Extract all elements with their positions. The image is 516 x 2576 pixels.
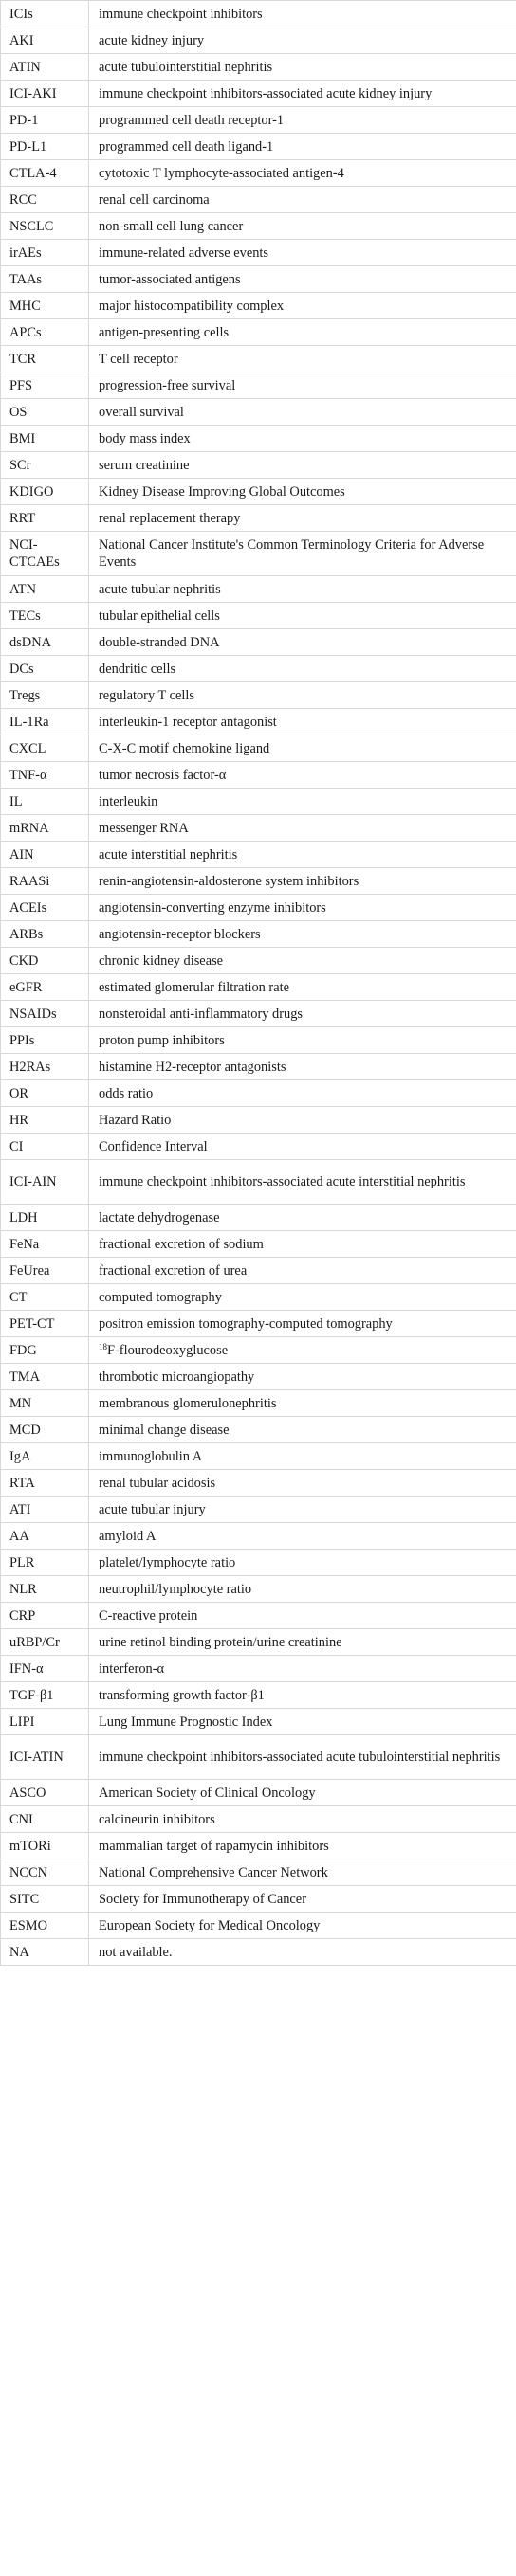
abbreviation-cell: ICI-AKI bbox=[1, 81, 89, 107]
definition-cell: T cell receptor bbox=[89, 346, 516, 372]
abbreviation-cell: irAEs bbox=[1, 240, 89, 266]
definition-cell: urine retinol binding protein/urine creatinine bbox=[89, 1629, 516, 1656]
table-row bbox=[1, 1806, 516, 1833]
definition-cell: immune-related adverse events bbox=[89, 240, 516, 266]
table-row bbox=[1, 1523, 516, 1550]
definition-cell: double-stranded DNA bbox=[89, 629, 516, 656]
table-row bbox=[1, 1656, 516, 1682]
table-row bbox=[1, 1160, 516, 1205]
abbreviation-cell: ATIN bbox=[1, 54, 89, 81]
definition-cell: immunoglobulin A bbox=[89, 1443, 516, 1470]
abbreviation-cell: TNF-α bbox=[1, 762, 89, 789]
abbreviation-cell: ICI-ATIN bbox=[1, 1735, 89, 1780]
table-row bbox=[1, 187, 516, 213]
table-row bbox=[1, 399, 516, 426]
abbreviation-cell: CXCL bbox=[1, 735, 89, 762]
table-row bbox=[1, 532, 516, 576]
definition-cell: progression-free survival bbox=[89, 372, 516, 399]
definition-cell: non-small cell lung cancer bbox=[89, 213, 516, 240]
definition-cell: nonsteroidal anti-inflammatory drugs bbox=[89, 1001, 516, 1027]
abbreviation-cell: RCC bbox=[1, 187, 89, 213]
table-row bbox=[1, 1497, 516, 1523]
definition-cell: transforming growth factor-β1 bbox=[89, 1682, 516, 1709]
abbreviation-cell: uRBP/Cr bbox=[1, 1629, 89, 1656]
table-row bbox=[1, 682, 516, 709]
abbreviation-cell: RAASi bbox=[1, 868, 89, 895]
table-row bbox=[1, 1859, 516, 1886]
definition-cell: not available. bbox=[89, 1939, 516, 1966]
abbreviation-cell: OS bbox=[1, 399, 89, 426]
definition-cell: antigen-presenting cells bbox=[89, 319, 516, 346]
abbreviation-cell: MN bbox=[1, 1390, 89, 1417]
table-row bbox=[1, 1337, 516, 1364]
definition-cell: immune checkpoint inhibitors-associated acute tubulointerstitial nephritis bbox=[89, 1735, 516, 1780]
table-row bbox=[1, 1311, 516, 1337]
abbreviation-cell: PD-L1 bbox=[1, 134, 89, 160]
definition-cell: mammalian target of rapamycin inhibitors bbox=[89, 1833, 516, 1859]
abbreviation-cell: MCD bbox=[1, 1417, 89, 1443]
definition-cell: C-X-C motif chemokine ligand bbox=[89, 735, 516, 762]
abbreviation-cell: APCs bbox=[1, 319, 89, 346]
table-row bbox=[1, 1603, 516, 1629]
abbreviation-cell: NSCLC bbox=[1, 213, 89, 240]
table-row bbox=[1, 974, 516, 1001]
abbreviation-cell: TGF-β1 bbox=[1, 1682, 89, 1709]
table-row bbox=[1, 1001, 516, 1027]
definition-cell: body mass index bbox=[89, 426, 516, 452]
table-row bbox=[1, 895, 516, 921]
definition-cell: histamine H2-receptor antagonists bbox=[89, 1054, 516, 1080]
definition-cell: National Cancer Institute's Common Terminology Criteria for Adverse Events bbox=[89, 532, 516, 576]
abbreviation-cell: PPIs bbox=[1, 1027, 89, 1054]
abbreviation-cell: FeUrea bbox=[1, 1258, 89, 1284]
abbreviation-cell: ATI bbox=[1, 1497, 89, 1523]
abbreviation-cell: eGFR bbox=[1, 974, 89, 1001]
table-row bbox=[1, 1886, 516, 1913]
abbreviation-cell: CKD bbox=[1, 948, 89, 974]
definition-cell: Society for Immunotherapy of Cancer bbox=[89, 1886, 516, 1913]
abbreviation-cell: ARBs bbox=[1, 921, 89, 948]
table-row bbox=[1, 1205, 516, 1231]
definition-cell: odds ratio bbox=[89, 1080, 516, 1107]
table-row bbox=[1, 1080, 516, 1107]
table-row bbox=[1, 240, 516, 266]
definition-cell: amyloid A bbox=[89, 1523, 516, 1550]
abbreviation-cell: NA bbox=[1, 1939, 89, 1966]
abbreviation-cell: TCR bbox=[1, 346, 89, 372]
definition-cell: interleukin bbox=[89, 789, 516, 815]
definition-cell: proton pump inhibitors bbox=[89, 1027, 516, 1054]
table-row bbox=[1, 160, 516, 187]
definition-cell: chronic kidney disease bbox=[89, 948, 516, 974]
definition-cell: European Society for Medical Oncology bbox=[89, 1913, 516, 1939]
definition-cell: platelet/lymphocyte ratio bbox=[89, 1550, 516, 1576]
abbreviation-cell: RTA bbox=[1, 1470, 89, 1497]
table-row bbox=[1, 1470, 516, 1497]
definition-cell: interleukin-1 receptor antagonist bbox=[89, 709, 516, 735]
definition-cell: tubular epithelial cells bbox=[89, 603, 516, 629]
definition-cell: renal tubular acidosis bbox=[89, 1470, 516, 1497]
table-row bbox=[1, 629, 516, 656]
abbreviation-cell: IL bbox=[1, 789, 89, 815]
definition-cell: acute tubular nephritis bbox=[89, 576, 516, 603]
table-row bbox=[1, 1390, 516, 1417]
abbreviation-cell: FDG bbox=[1, 1337, 89, 1364]
abbreviation-cell: CRP bbox=[1, 1603, 89, 1629]
table-row bbox=[1, 1, 516, 27]
definition-cell: immune checkpoint inhibitors-associated acute kidney injury bbox=[89, 81, 516, 107]
abbreviation-cell: ICIs bbox=[1, 1, 89, 27]
abbreviation-cell: CT bbox=[1, 1284, 89, 1311]
definition-cell: C-reactive protein bbox=[89, 1603, 516, 1629]
table-row bbox=[1, 1027, 516, 1054]
abbreviation-cell: NCI-CTCAEs bbox=[1, 532, 89, 576]
abbreviation-cell: HR bbox=[1, 1107, 89, 1134]
table-row bbox=[1, 842, 516, 868]
definition-cell: dendritic cells bbox=[89, 656, 516, 682]
abbreviation-cell: KDIGO bbox=[1, 479, 89, 505]
abbreviation-cell: ASCO bbox=[1, 1780, 89, 1806]
abbreviation-cell: LDH bbox=[1, 1205, 89, 1231]
table-row bbox=[1, 1576, 516, 1603]
definition-cell: cytotoxic T lymphocyte-associated antigen-4 bbox=[89, 160, 516, 187]
abbreviation-cell: AA bbox=[1, 1523, 89, 1550]
abbreviation-cell: CI bbox=[1, 1134, 89, 1160]
abbreviation-cell: SITC bbox=[1, 1886, 89, 1913]
table-row bbox=[1, 134, 516, 160]
abbreviation-cell: mRNA bbox=[1, 815, 89, 842]
abbreviation-cell: PD-1 bbox=[1, 107, 89, 134]
definition-cell: neutrophil/lymphocyte ratio bbox=[89, 1576, 516, 1603]
table-row bbox=[1, 1550, 516, 1576]
table-row bbox=[1, 107, 516, 134]
table-row bbox=[1, 1284, 516, 1311]
abbreviation-cell: TAAs bbox=[1, 266, 89, 293]
table-row bbox=[1, 452, 516, 479]
table-row bbox=[1, 948, 516, 974]
table-row bbox=[1, 1054, 516, 1080]
definition-cell: renin-angiotensin-aldosterone system inhibitors bbox=[89, 868, 516, 895]
abbreviation-cell: NLR bbox=[1, 1576, 89, 1603]
table-row bbox=[1, 346, 516, 372]
definition-cell bbox=[89, 1337, 516, 1364]
abbreviation-cell: PLR bbox=[1, 1550, 89, 1576]
abbreviation-cell: AKI bbox=[1, 27, 89, 54]
abbreviation-cell: DCs bbox=[1, 656, 89, 682]
definition-cell: acute kidney injury bbox=[89, 27, 516, 54]
table-row bbox=[1, 1913, 516, 1939]
table-row bbox=[1, 1134, 516, 1160]
table-row bbox=[1, 372, 516, 399]
abbreviation-cell: IFN-α bbox=[1, 1656, 89, 1682]
definition-cell: thrombotic microangiopathy bbox=[89, 1364, 516, 1390]
definition-cell: National Comprehensive Cancer Network bbox=[89, 1859, 516, 1886]
definition-cell: Hazard Ratio bbox=[89, 1107, 516, 1134]
table-row bbox=[1, 479, 516, 505]
table-row bbox=[1, 815, 516, 842]
definition-cell: tumor-associated antigens bbox=[89, 266, 516, 293]
table-row bbox=[1, 81, 516, 107]
definition-cell: American Society of Clinical Oncology bbox=[89, 1780, 516, 1806]
definition-cell: positron emission tomography-computed tomography bbox=[89, 1311, 516, 1337]
definition-cell: minimal change disease bbox=[89, 1417, 516, 1443]
definition-cell: immune checkpoint inhibitors-associated acute interstitial nephritis bbox=[89, 1160, 516, 1205]
definition-cell: acute interstitial nephritis bbox=[89, 842, 516, 868]
abbreviation-cell: LIPI bbox=[1, 1709, 89, 1735]
abbreviation-cell: IL-1Ra bbox=[1, 709, 89, 735]
table-row bbox=[1, 1629, 516, 1656]
definition-cell: overall survival bbox=[89, 399, 516, 426]
table-row bbox=[1, 505, 516, 532]
abbreviation-cell: ACEIs bbox=[1, 895, 89, 921]
definition-cell: tumor necrosis factor-α bbox=[89, 762, 516, 789]
table-row bbox=[1, 1833, 516, 1859]
definition-cell: serum creatinine bbox=[89, 452, 516, 479]
abbreviation-cell: TECs bbox=[1, 603, 89, 629]
abbreviation-cell: NSAIDs bbox=[1, 1001, 89, 1027]
definition-cell: messenger RNA bbox=[89, 815, 516, 842]
definition-cell: fractional excretion of urea bbox=[89, 1258, 516, 1284]
definition-cell: programmed cell death receptor-1 bbox=[89, 107, 516, 134]
table-row bbox=[1, 1417, 516, 1443]
table-row bbox=[1, 1735, 516, 1780]
table-row bbox=[1, 709, 516, 735]
table-row bbox=[1, 319, 516, 346]
abbreviation-cell: NCCN bbox=[1, 1859, 89, 1886]
definition-cell: interferon-α bbox=[89, 1656, 516, 1682]
abbreviation-cell: CNI bbox=[1, 1806, 89, 1833]
abbreviation-cell: ICI-AIN bbox=[1, 1160, 89, 1205]
definition-cell: lactate dehydrogenase bbox=[89, 1205, 516, 1231]
abbreviation-cell: BMI bbox=[1, 426, 89, 452]
table-row bbox=[1, 868, 516, 895]
definition-text: F-flourodeoxyglucose bbox=[107, 1342, 229, 1358]
abbreviation-cell: TMA bbox=[1, 1364, 89, 1390]
abbreviation-cell: H2RAs bbox=[1, 1054, 89, 1080]
definition-cell: membranous glomerulonephritis bbox=[89, 1390, 516, 1417]
abbreviation-cell: OR bbox=[1, 1080, 89, 1107]
abbreviations-table-body bbox=[1, 1, 516, 1966]
table-row bbox=[1, 921, 516, 948]
definition-cell: major histocompatibility complex bbox=[89, 293, 516, 319]
definition-cell: Kidney Disease Improving Global Outcomes bbox=[89, 479, 516, 505]
table-row bbox=[1, 1939, 516, 1966]
abbreviation-cell: dsDNA bbox=[1, 629, 89, 656]
abbreviation-cell: PFS bbox=[1, 372, 89, 399]
abbreviation-cell: SCr bbox=[1, 452, 89, 479]
definition-cell: renal replacement therapy bbox=[89, 505, 516, 532]
abbreviation-cell: CTLA-4 bbox=[1, 160, 89, 187]
definition-cell: programmed cell death ligand-1 bbox=[89, 134, 516, 160]
table-row bbox=[1, 27, 516, 54]
definition-cell: renal cell carcinoma bbox=[89, 187, 516, 213]
table-row bbox=[1, 735, 516, 762]
table-row bbox=[1, 54, 516, 81]
table-row bbox=[1, 1231, 516, 1258]
definition-cell: regulatory T cells bbox=[89, 682, 516, 709]
definition-cell: angiotensin-receptor blockers bbox=[89, 921, 516, 948]
table-row bbox=[1, 789, 516, 815]
table-row bbox=[1, 1780, 516, 1806]
definition-cell: estimated glomerular filtration rate bbox=[89, 974, 516, 1001]
definition-cell: calcineurin inhibitors bbox=[89, 1806, 516, 1833]
definition-cell: immune checkpoint inhibitors bbox=[89, 1, 516, 27]
table-row bbox=[1, 1443, 516, 1470]
definition-cell: Confidence Interval bbox=[89, 1134, 516, 1160]
definition-cell: acute tubular injury bbox=[89, 1497, 516, 1523]
abbreviation-cell: FeNa bbox=[1, 1231, 89, 1258]
table-row bbox=[1, 293, 516, 319]
table-row bbox=[1, 1107, 516, 1134]
superscript: 18 bbox=[99, 1341, 107, 1351]
table-row bbox=[1, 603, 516, 629]
table-row bbox=[1, 1682, 516, 1709]
abbreviation-cell: PET-CT bbox=[1, 1311, 89, 1337]
table-row bbox=[1, 1258, 516, 1284]
table-row bbox=[1, 1364, 516, 1390]
table-row bbox=[1, 266, 516, 293]
abbreviation-cell: RRT bbox=[1, 505, 89, 532]
abbreviation-cell: IgA bbox=[1, 1443, 89, 1470]
table-row bbox=[1, 213, 516, 240]
abbreviation-cell: MHC bbox=[1, 293, 89, 319]
definition-cell: fractional excretion of sodium bbox=[89, 1231, 516, 1258]
definition-cell: acute tubulointerstitial nephritis bbox=[89, 54, 516, 81]
abbreviation-cell: AIN bbox=[1, 842, 89, 868]
table-row bbox=[1, 576, 516, 603]
abbreviation-cell: ATN bbox=[1, 576, 89, 603]
definition-cell: computed tomography bbox=[89, 1284, 516, 1311]
definition-cell: angiotensin-converting enzyme inhibitors bbox=[89, 895, 516, 921]
abbreviation-cell: ESMO bbox=[1, 1913, 89, 1939]
table-row bbox=[1, 656, 516, 682]
definition-cell: Lung Immune Prognostic Index bbox=[89, 1709, 516, 1735]
table-row bbox=[1, 762, 516, 789]
table-row bbox=[1, 1709, 516, 1735]
abbreviation-cell: mTORi bbox=[1, 1833, 89, 1859]
abbreviation-cell: Tregs bbox=[1, 682, 89, 709]
table-row bbox=[1, 426, 516, 452]
